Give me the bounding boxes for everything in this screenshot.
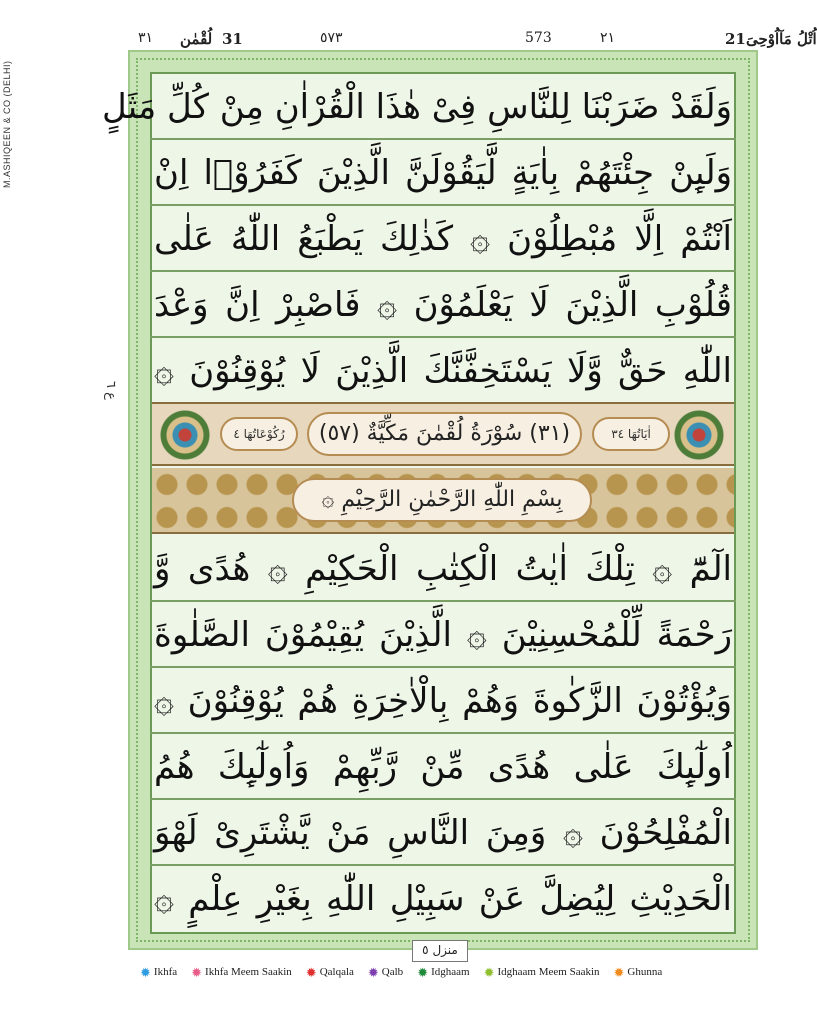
line-divider [150,798,736,800]
verse-line: اللّٰهِ حَقٌّ وَّلَا یَسْتَخِفَّنَّكَ الَّذِیْنَ لَا یُوْقِنُوْنَ ۞ [154,351,732,391]
legend-item [368,966,403,979]
line-divider [150,666,736,668]
verse-line: الْحَدِیْثِ لِیُضِلَّ عَنْ سَبِیْلِ اللّٰهِ بِغَیْرِ عِلْمٍ ۞ [154,879,732,919]
legend-label: Ghunna [627,966,663,978]
verse-line: اَنْتُمْ اِلَّا مُبْطِلُوْنَ ۞ كَذٰلِكَ یَطْبَعُ اللّٰهُ عَلٰى [154,219,732,259]
star-icon: ✹ [305,964,317,980]
legend-label: Ikhfa Meem Saakin [205,966,292,978]
ruku-count-label: رُكُوْعَاتُهَا ٤ [220,417,298,451]
legend-label: Qalqala [319,966,354,978]
page-number-arabic: ٥٧٣ [320,30,343,46]
legend-label: Idghaam [431,966,470,978]
legend-item [417,966,469,979]
verse-line: وَلَقَدْ ضَرَبْنَا لِلنَّاسِ فِیْ هٰذَا الْقُرْاٰنِ مِنْ كُلِّ مَثَلٍ [102,87,732,127]
legend-item [484,966,600,979]
legend-label: Qalb [381,966,404,978]
ayat-count-label: اٰیَاتُهَا ٣٤ [592,417,670,451]
line-divider [150,270,736,272]
star-icon: ✹ [367,964,379,980]
line-divider [150,204,736,206]
line-divider [150,336,736,338]
verse-line: الْمُفْلِحُوْنَ ۞ وَمِنَ النَّاسِ مَنْ یَّشْتَرِیْ لَهْوَ [154,813,732,853]
surah-heading-band [152,402,734,466]
tajweed-legend [140,962,750,982]
verse-line: قُلُوْبِ الَّذِیْنَ لَا یَعْلَمُوْنَ ۞ فَاصْبِرْ اِنَّ وَعْدَ [154,285,732,325]
legend-item [614,966,663,979]
verse-line: وَیُؤْتُوْنَ الزَّكٰوةَ وَهُمْ بِالْاٰخِرَةِ هُمْ یُوْقِنُوْنَ ۞ [154,681,732,721]
ornament-left-icon [160,410,210,460]
verse-line: الٓمّٓ ۞ تِلْكَ اٰیٰتُ الْكِتٰبِ الْحَكِیْمِ ۞ هُدًى وَّ [154,549,732,589]
bismillah: بِسْمِ اللّٰهِ الرَّحْمٰنِ الرَّحِیْمِ ۞ [292,478,592,522]
bismillah-band [152,468,734,534]
line-divider [150,864,736,866]
star-icon: ✹ [191,964,203,980]
page-number: 573 [525,30,552,46]
para-number-arabic: ٢١ [600,30,616,46]
legend-item [191,966,292,979]
legend-item [306,966,354,979]
surah-title: (٣١) سُوْرَةُ لُقْمٰنَ مَكِّیَّةٌ (٥٧) [307,412,582,456]
star-icon: ✹ [483,964,495,980]
page-header [120,30,817,52]
para-number: 21 [725,30,746,48]
publisher-side-text: M.ASHIQEEN & CO (DELHI) [2,60,12,188]
surah-name: لُقْمٰن [180,30,213,48]
verse-line: وَلَىِٕنْ جِئْتَهُمْ بِاٰیَةٍ لَّیَقُوْلَنَّ الَّذِیْنَ كَفَرُوْۤا اِنْ [154,153,732,193]
line-divider [150,732,736,734]
para-name: اُتْلُ مَآاُوْحِیَ [746,30,817,48]
legend-item [140,966,177,979]
star-icon: ✹ [613,964,625,980]
star-icon: ✹ [417,964,429,980]
manzil-label: منزل ٥ [412,940,468,962]
legend-label: Idghaam Meem Saakin [497,966,600,978]
ruku-marginal-note: ع ٦ [103,381,118,400]
line-divider [150,138,736,140]
surah-number: 31 [222,30,243,48]
line-divider [150,600,736,602]
verse-line: اُولٰٓىِٕكَ عَلٰى هُدًى مِّنْ رَّبِّهِمْ وَاُولٰٓىِٕكَ هُمُ [154,747,732,787]
verse-line: رَحْمَةً لِّلْمُحْسِنِیْنَ ۞ الَّذِیْنَ یُقِیْمُوْنَ الصَّلٰوةَ [154,615,732,655]
star-icon: ✹ [140,964,151,980]
ornament-right-icon [674,410,724,460]
surah-number-arabic: ٣١ [138,30,154,46]
legend-label: Ikhfa [153,966,178,978]
